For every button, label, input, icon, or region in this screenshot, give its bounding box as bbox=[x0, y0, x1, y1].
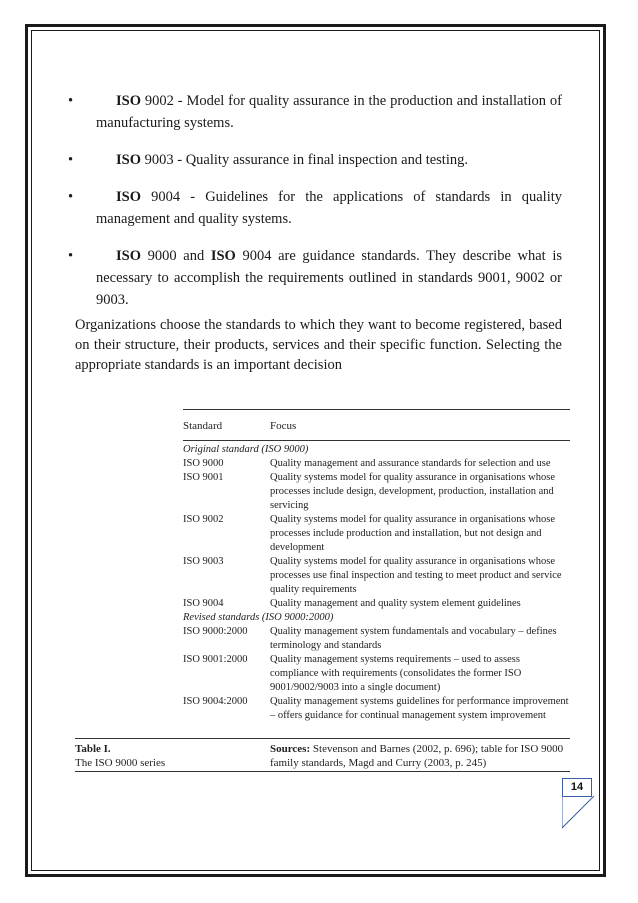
bullet-text: 9002 - Model for quality assurance in the production and installation of manufacturing systems. bbox=[96, 93, 562, 131]
table-caption: Table I. The ISO 9000 series bbox=[75, 743, 166, 769]
iso-label: ISO bbox=[116, 248, 141, 264]
bullet-text: 9004 - Guidelines for the applications of standards in quality management and quality systems. bbox=[96, 189, 562, 227]
page-corner-icon bbox=[562, 796, 596, 830]
bullet-text: 9004 are guidance standards. They describe what is necessary to accomplish the requirements outlined in standards 9001, 9002 or 9003. bbox=[96, 248, 562, 308]
table-row: ISO 9001:2000 Quality management systems requirements – used to assess compliance with requirements (consolidates the former ISO 9001/9002/9003 into a single document) bbox=[183, 654, 522, 693]
bullet-item-iso9003 bbox=[64, 149, 562, 171]
body-paragraph: Organizations choose the standards to which they want to become registered, based on their structure, their products, services and their specific function. Selecting the appropriate standards is an important decision bbox=[75, 317, 562, 373]
table-row: ISO 9004:2000 Quality management systems guidelines for performance improvement – offers guidance for continual management system improvement bbox=[183, 696, 569, 721]
bullet-list bbox=[64, 90, 562, 326]
bullet-icon: • bbox=[68, 189, 74, 205]
bullet-item-guidance bbox=[64, 245, 562, 311]
bullet-item-iso9004 bbox=[64, 186, 562, 230]
bullet-text: 9003 - Quality assurance in final inspection and testing. bbox=[141, 152, 468, 168]
table-top-rule bbox=[183, 409, 570, 410]
bullet-icon: • bbox=[68, 93, 74, 109]
table-header-focus: Focus bbox=[270, 420, 297, 432]
table-body bbox=[183, 443, 570, 723]
iso-label: ISO bbox=[210, 248, 236, 264]
table-row: ISO 9000 Quality management and assurance standards for selection and use bbox=[183, 458, 551, 469]
table-header-rule bbox=[183, 440, 570, 441]
table-row: ISO 9003 Quality systems model for quality assurance in organisations whose processes use final inspection and testing to meet product and service quality requirements bbox=[183, 556, 562, 595]
bullet-item-iso9002 bbox=[64, 90, 562, 134]
table-row: ISO 9004 Quality management and quality system element guidelines bbox=[183, 598, 521, 609]
bullet-icon: • bbox=[68, 152, 74, 168]
table-section: Original standard (ISO 9000) bbox=[183, 444, 309, 455]
table-bottom-rule bbox=[75, 771, 570, 772]
table-row: ISO 9000:2000 Quality management system fundamentals and vocabulary – defines terminology and standards bbox=[183, 626, 557, 651]
table-section: Revised standards (ISO 9000:2000) bbox=[183, 612, 334, 623]
table-caption-rule bbox=[75, 738, 570, 739]
table-row: ISO 9002 Quality systems model for quality assurance in organisations whose processes include production and installation, but not design and development bbox=[183, 514, 556, 553]
bullet-icon: • bbox=[68, 248, 74, 264]
table-sources: Sources: Stevenson and Barnes (2002, p. 696); table for ISO 9000 family standards, Magd and Curry (2003, p. 245) bbox=[270, 743, 564, 769]
table-header-standard: Standard bbox=[183, 420, 223, 432]
iso-label: ISO bbox=[116, 189, 141, 205]
iso-label: ISO bbox=[116, 152, 141, 168]
bullet-text: 9000 and bbox=[141, 248, 211, 264]
iso-label: ISO bbox=[116, 93, 141, 109]
page-number: 14 bbox=[562, 778, 592, 797]
table-row: ISO 9001 Quality systems model for quality assurance in organisations whose processes include design, development, production, installation and servicing bbox=[183, 472, 556, 511]
